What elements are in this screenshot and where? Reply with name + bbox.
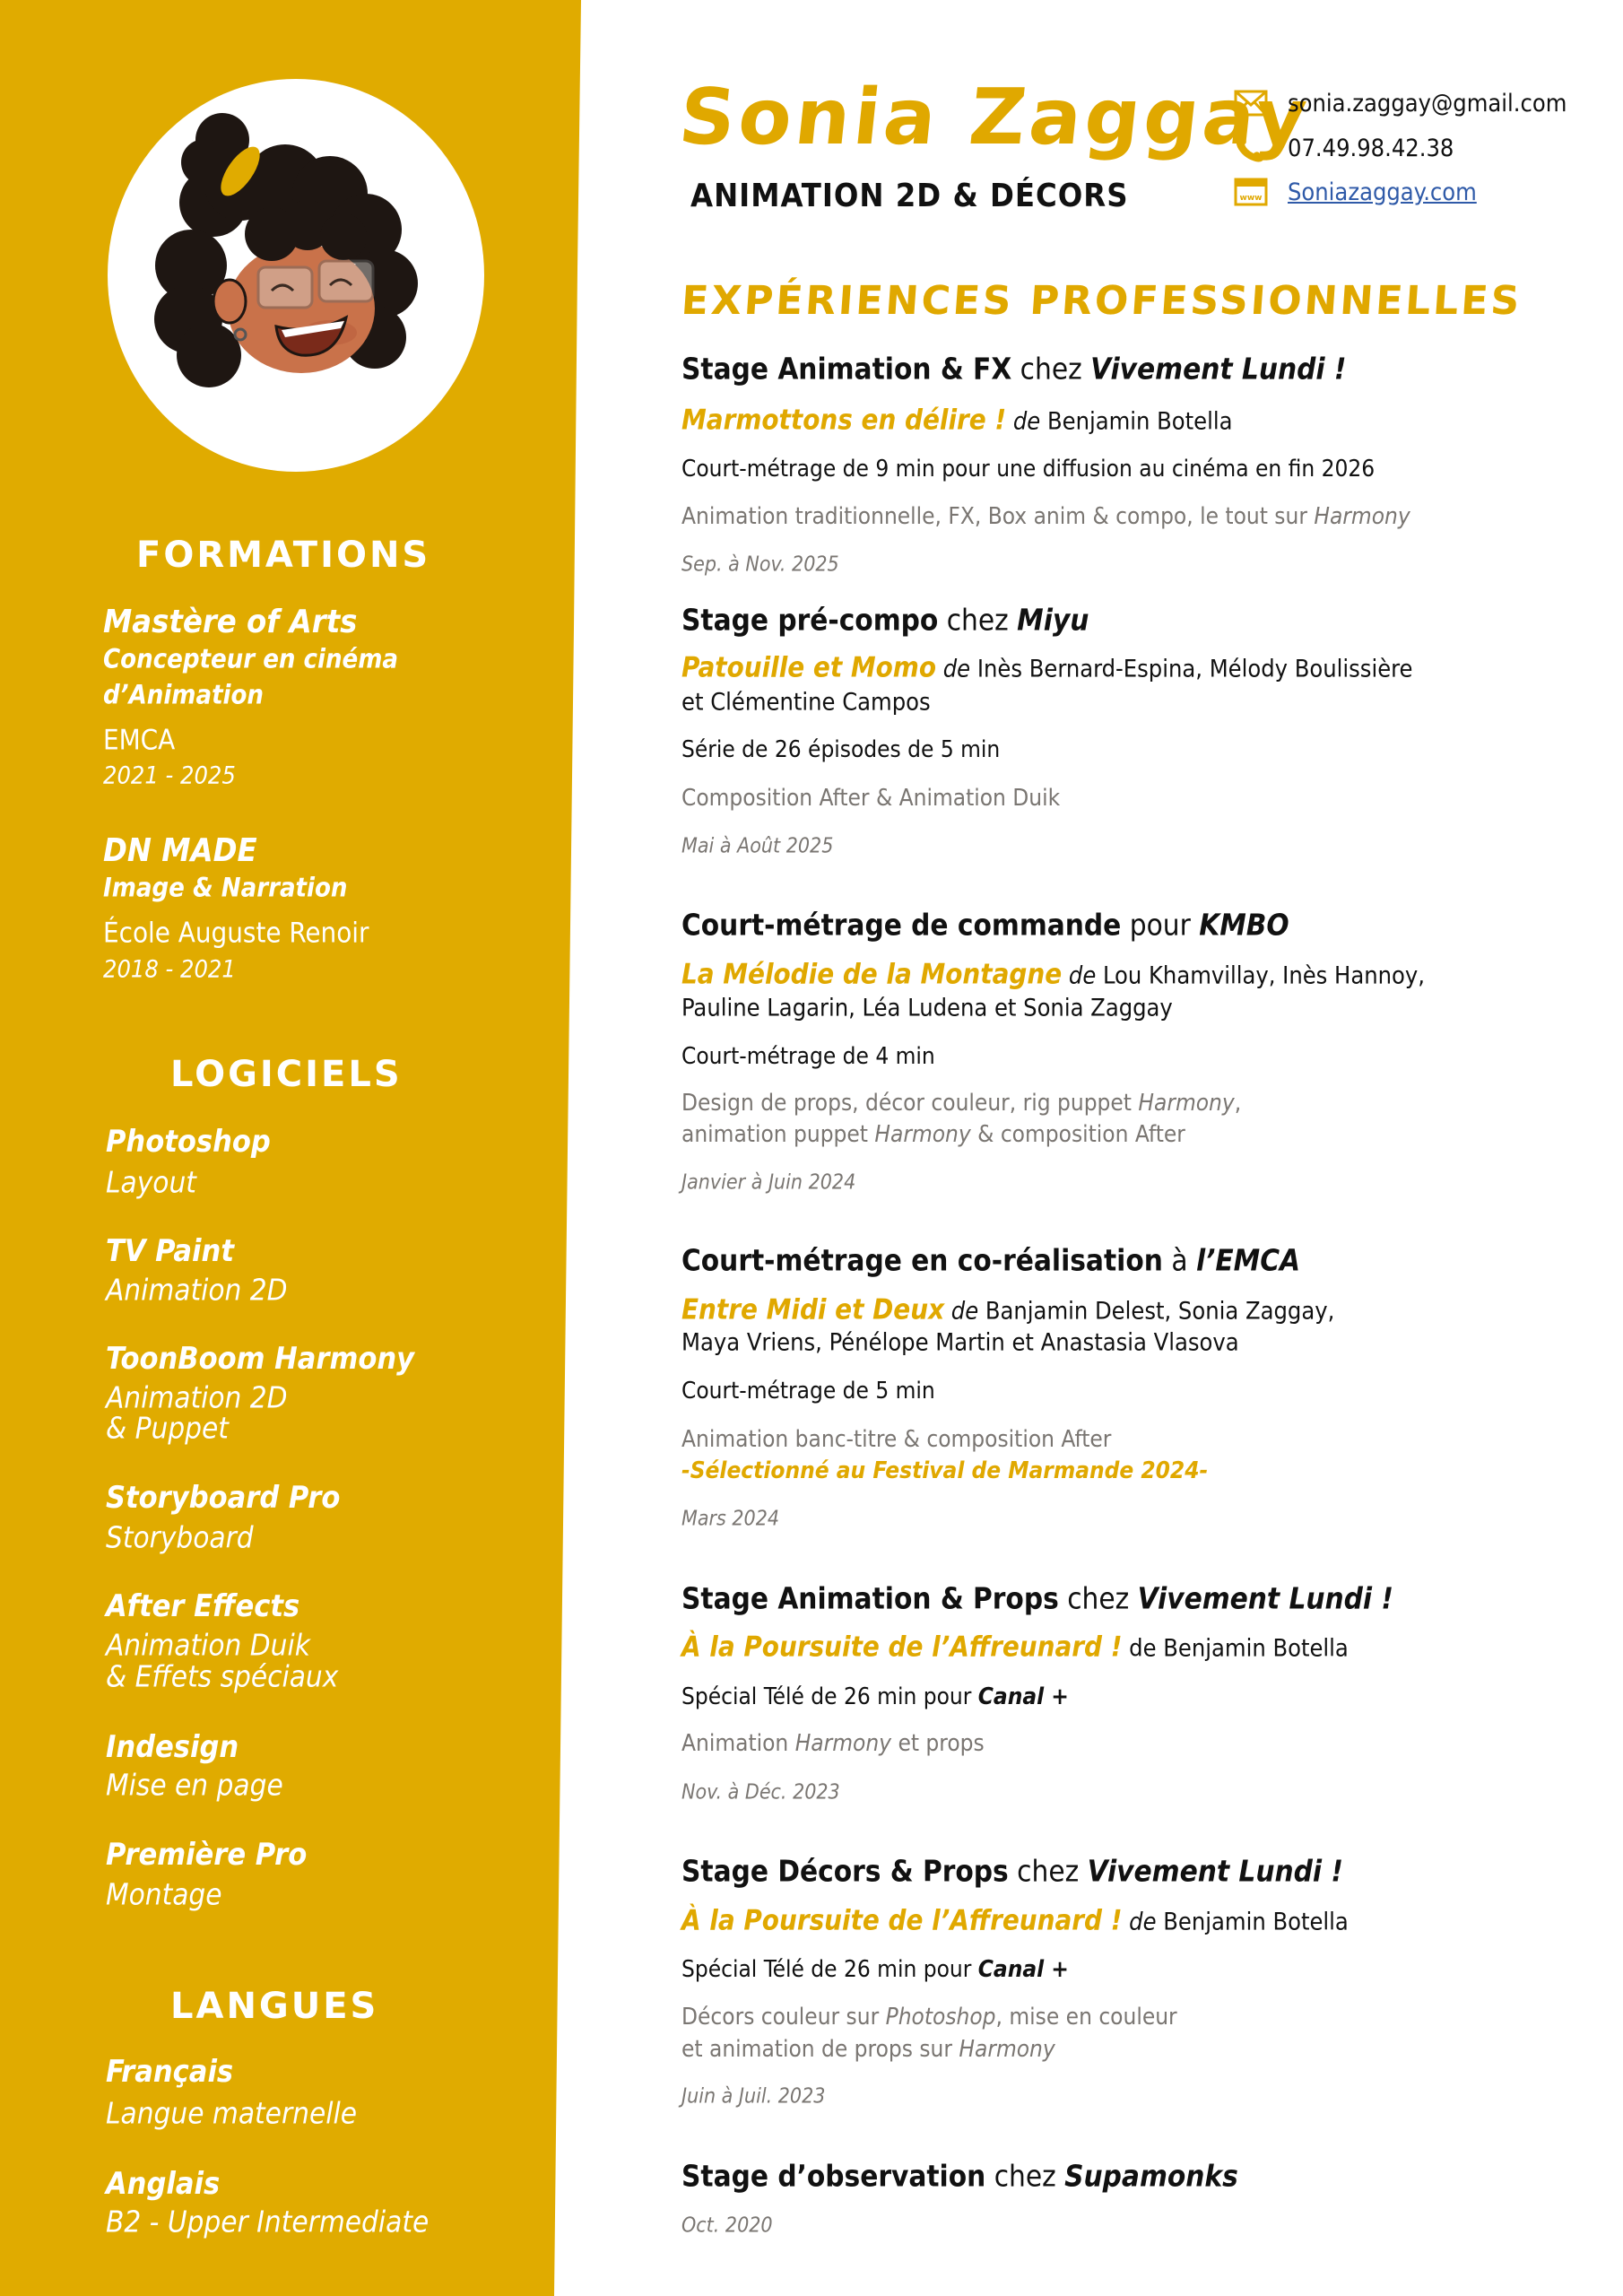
experience-project	[681, 1631, 1349, 1664]
web-browser-icon	[1234, 177, 1268, 207]
tools-text: , mise en couleur	[995, 2004, 1177, 2031]
experience-tools	[681, 2038, 1055, 2061]
phone-text[interactable]: 07.49.98.42.38	[1288, 134, 1454, 162]
formation-school: École Auguste Renoir	[103, 917, 369, 950]
formation-subtitle: Image & Narration	[103, 872, 348, 903]
formation-title: Mastère of Arts	[103, 604, 358, 640]
tools-software: Harmony	[1314, 503, 1410, 530]
tools-text: Décors couleur sur	[681, 2004, 880, 2031]
by-label: de	[942, 655, 971, 683]
software-use: Mise en page	[106, 1767, 283, 1803]
language-level: Langue maternelle	[106, 2095, 358, 2131]
software-name: Première Pro	[106, 1837, 308, 1873]
description-text: Spécial Télé de 26 min pour	[681, 1956, 972, 1983]
formation-dates: 2021 - 2025	[103, 761, 236, 790]
software-use: Animation Duik	[106, 1627, 310, 1663]
authors: Clémentine Campos	[710, 688, 931, 717]
langues-heading: LANGUES	[170, 1986, 379, 2027]
authors: Benjamin Botella	[1163, 1634, 1349, 1663]
tools-text: animation puppet	[681, 1121, 868, 1148]
by-label: de	[1012, 407, 1041, 436]
software-name: TV Paint	[106, 1233, 234, 1269]
authors: Maya Vriens, Pénélope Martin et Anastasia Vlasova	[681, 1328, 1239, 1357]
software-use: Animation 2D	[106, 1379, 288, 1415]
by-label: de	[1129, 1634, 1157, 1663]
language-level: B2 - Upper Intermediate	[106, 2204, 430, 2239]
software-use: Animation 2D	[106, 1272, 288, 1308]
software-use: & Effets spéciaux	[106, 1658, 339, 1694]
experience-project	[681, 404, 1233, 437]
role: Stage Décors & Props	[681, 1853, 1009, 1889]
connector: chez	[946, 602, 1009, 638]
connector: pour	[1129, 907, 1191, 943]
tools-text: & composition After	[977, 1121, 1185, 1148]
tools-text: Animation traditionnelle, FX, Box anim & compo, le tout sur	[681, 503, 1307, 530]
job-subtitle: ANIMATION 2D & DÉCORS	[690, 178, 1129, 214]
project-title: À la Poursuite de l’Affreunard !	[681, 1631, 1123, 1664]
experience-tools	[681, 1091, 1241, 1115]
authors: Pauline Lagarin, Léa Ludena et Sonia Zaggay	[681, 994, 1173, 1022]
role: Stage d’observation	[681, 2158, 986, 2194]
connector: chez	[994, 2158, 1056, 2194]
connector: chez	[1020, 351, 1082, 387]
contact-website[interactable]	[1234, 177, 1477, 207]
project-title: La Mélodie de la Montagne	[681, 958, 1063, 991]
experience-title	[681, 602, 1089, 638]
experience-title	[681, 2158, 1238, 2194]
avatar-illustration	[106, 77, 486, 474]
formation-school: EMCA	[103, 724, 176, 757]
festival-selection: -Sélectionné au Festival de Marmande 2024-	[681, 1457, 1209, 1484]
company: KMBO	[1199, 907, 1289, 943]
experience-tools	[681, 2005, 1177, 2029]
phone-icon	[1234, 133, 1268, 163]
experience-dates: Nov. à Déc. 2023	[681, 1780, 840, 1805]
formation-subtitle: d’Animation	[103, 679, 264, 710]
project-title: À la Poursuite de l’Affreunard !	[681, 1904, 1123, 1937]
experience-project	[681, 1293, 1335, 1326]
experience-dates: Juin à Juil. 2023	[681, 2084, 826, 2109]
tools-text: Animation	[681, 1730, 789, 1757]
experience-project	[681, 958, 1425, 991]
company: Vivement Lundi !	[1137, 1580, 1393, 1616]
broadcaster: Canal +	[977, 1956, 1069, 1983]
software-use: & Puppet	[106, 1410, 229, 1446]
experiences-heading: EXPÉRIENCES PROFESSIONNELLES	[680, 278, 1523, 324]
experience-title	[681, 1853, 1343, 1889]
experience-authors-line2	[681, 688, 931, 717]
authors: Inès Bernard-Espina, Mélody Boulissière	[976, 655, 1413, 683]
experience-authors-line2	[681, 996, 1173, 1021]
tools-software: Harmony	[1138, 1090, 1235, 1117]
experience-dates: Oct. 2020	[681, 2213, 773, 2238]
role: Stage pré-compo	[681, 602, 939, 638]
formation-title: DN MADE	[103, 832, 257, 869]
experience-description: Série de 26 épisodes de 5 min	[681, 736, 1001, 763]
by-label: de	[950, 1297, 979, 1326]
project-title: Entre Midi et Deux	[681, 1293, 945, 1326]
contact-email[interactable]	[1234, 88, 1567, 118]
tools-software: Harmony	[874, 1121, 971, 1148]
contact-phone[interactable]	[1234, 133, 1454, 163]
experience-tools: Composition After & Animation Duik	[681, 785, 1061, 812]
software-use: Storyboard	[106, 1519, 254, 1555]
experience-tools	[681, 1123, 1185, 1146]
language-name: Anglais	[106, 2166, 221, 2202]
tools-text: Design de props, décor couleur, rig puppet	[681, 1090, 1132, 1117]
experience-dates: Janvier à Juin 2024	[681, 1170, 856, 1195]
formations-heading: FORMATIONS	[136, 535, 431, 576]
description-text: Spécial Télé de 26 min pour	[681, 1683, 972, 1710]
experience-title	[681, 1242, 1301, 1278]
email-text[interactable]: sonia.zaggay@gmail.com	[1288, 89, 1567, 117]
avatar	[106, 77, 486, 474]
experience-description: Court-métrage de 4 min	[681, 1043, 935, 1070]
tools-text: et props	[898, 1730, 985, 1757]
experience-project	[681, 651, 1413, 684]
project-title: Marmottons en délire !	[681, 404, 1007, 437]
experience-authors-line2	[681, 1328, 1239, 1357]
envelope-icon	[1234, 88, 1268, 118]
software-name: Indesign	[106, 1729, 239, 1765]
experience-description	[681, 1685, 1069, 1709]
and-label: et	[681, 688, 704, 717]
software-use: Layout	[106, 1164, 196, 1200]
experience-title	[681, 907, 1289, 943]
experience-title	[681, 351, 1347, 387]
authors: Benjamin Botella	[1163, 1908, 1349, 1936]
connector: chez	[1017, 1853, 1080, 1889]
software-name: ToonBoom Harmony	[106, 1341, 415, 1377]
role: Court-métrage en co-réalisation	[681, 1242, 1163, 1278]
company: l’EMCA	[1195, 1242, 1301, 1278]
role: Court-métrage de commande	[681, 907, 1122, 943]
logiciels-heading: LOGICIELS	[170, 1054, 403, 1095]
svg-text:www: www	[1239, 194, 1263, 203]
experience-title	[681, 1580, 1393, 1616]
experience-project	[681, 1904, 1349, 1937]
authors: Banjamin Delest, Sonia Zaggay,	[985, 1297, 1335, 1326]
role: Stage Animation & Props	[681, 1580, 1059, 1616]
experience-tools: Animation banc-titre & composition After	[681, 1426, 1112, 1453]
experience-description: Court-métrage de 9 min pour une diffusion au cinéma en fin 2026	[681, 456, 1376, 483]
software-name: Photoshop	[106, 1124, 271, 1160]
company: Supamonks	[1064, 2158, 1238, 2194]
tools-software: Harmony	[794, 1730, 891, 1757]
experience-dates: Mars 2024	[681, 1507, 780, 1531]
by-label: de	[1129, 1908, 1157, 1936]
tools-text: ,	[1234, 1090, 1242, 1117]
tools-software: Photoshop	[885, 2004, 996, 2031]
experience-description	[681, 1958, 1069, 1981]
formation-subtitle: Concepteur en cinéma	[103, 643, 399, 674]
experience-description: Court-métrage de 5 min	[681, 1378, 935, 1405]
by-label: de	[1068, 961, 1097, 990]
tools-text: et animation de props sur	[681, 2036, 952, 2063]
tools-software: Harmony	[959, 2036, 1055, 2063]
experience-tools	[681, 505, 1410, 528]
language-name: Français	[106, 2054, 234, 2090]
formation-dates: 2018 - 2021	[103, 955, 236, 984]
company: Vivement Lundi !	[1087, 1853, 1343, 1889]
role: Stage Animation & FX	[681, 351, 1012, 387]
authors: Benjamin Botella	[1046, 407, 1233, 436]
company: Vivement Lundi !	[1090, 351, 1347, 387]
experience-tools	[681, 1732, 985, 1755]
software-name: After Effects	[106, 1588, 300, 1624]
software-use: Montage	[106, 1876, 222, 1912]
software-name: Storyboard Pro	[106, 1480, 341, 1516]
experience-dates: Sep. à Nov. 2025	[681, 552, 839, 577]
project-title: Patouille et Momo	[681, 651, 937, 684]
connector: chez	[1067, 1580, 1130, 1616]
company: Miyu	[1017, 602, 1089, 638]
sidebar	[0, 0, 592, 2296]
experience-dates: Mai à Août 2025	[681, 834, 834, 858]
candidate-name: Sonia Zaggay	[674, 73, 1315, 162]
authors: Lou Khamvillay, Inès Hannoy,	[1102, 961, 1425, 990]
website-link[interactable]: Soniazaggay.com	[1288, 178, 1477, 206]
broadcaster: Canal +	[977, 1683, 1069, 1710]
connector: à	[1171, 1242, 1188, 1278]
